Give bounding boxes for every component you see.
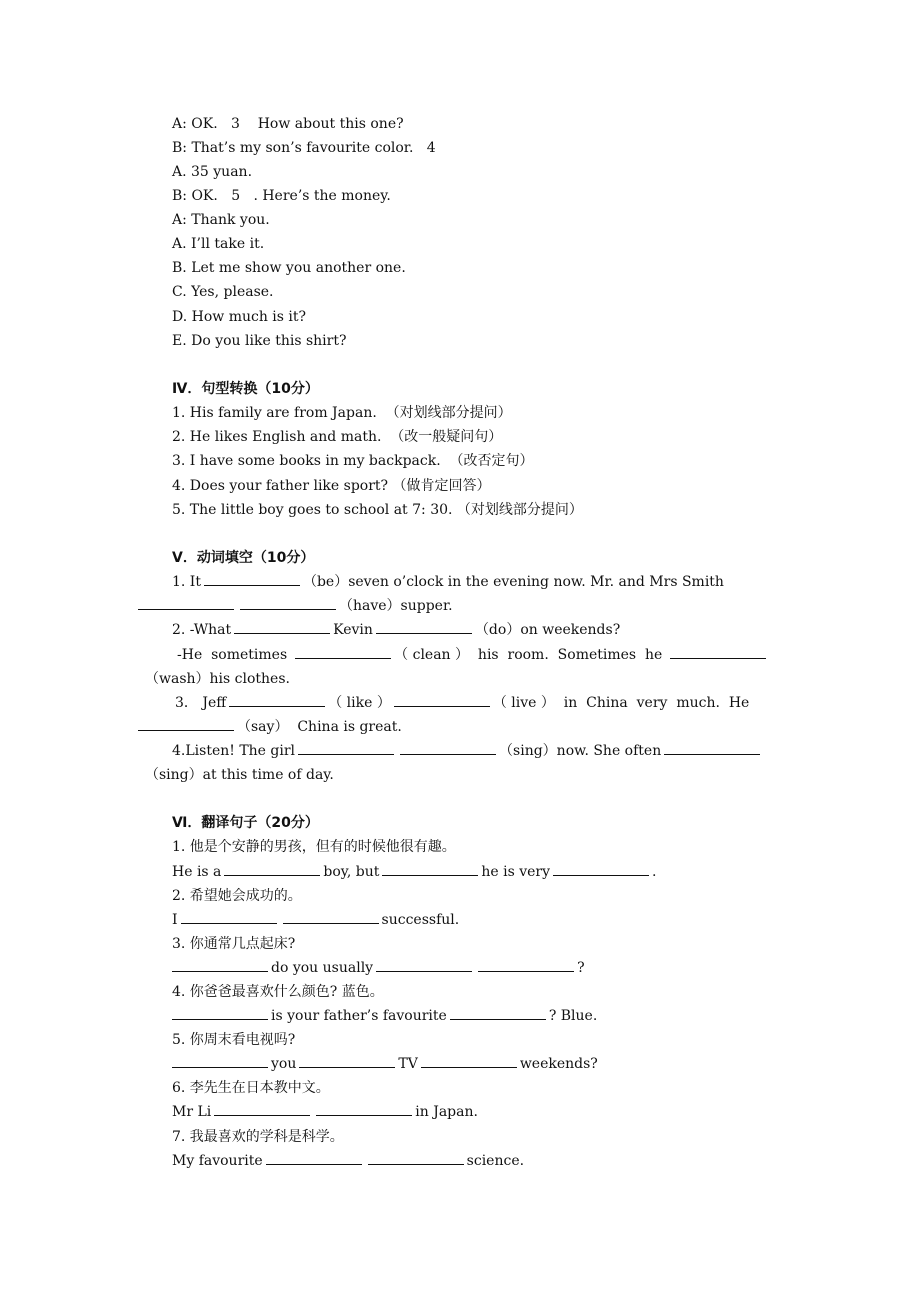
s6-q4-text-b: ? Blue. <box>548 1008 598 1024</box>
answer-blank[interactable] <box>224 861 320 876</box>
s5-q1-text-b: （be）seven o’clock in the evening now. Mr. and Mrs Smith <box>302 574 724 590</box>
s5-q4-line2: （sing）at this time of day. <box>145 767 334 783</box>
s6-q6-chinese: 6. 李先生在日本教中文。 <box>172 1080 330 1096</box>
s5-q3-line1 <box>175 691 749 715</box>
s5-q3-text-d: （say） China is great. <box>237 719 402 735</box>
s6-q5-answer <box>172 1052 598 1076</box>
s4-item-4: 4. Does your father like sport? （做肯定回答） <box>172 478 491 494</box>
option-b: B. Let me show you another one. <box>172 260 406 276</box>
s4-item-2: 2. He likes English and math. （改一般疑问句） <box>172 429 503 445</box>
answer-blank[interactable] <box>382 861 478 876</box>
s5-q3-line2 <box>138 715 402 739</box>
s5-q2-line2 <box>177 643 769 667</box>
s6-q3-chinese: 3. 你通常几点起床? <box>172 936 296 952</box>
answer-blank[interactable] <box>478 957 574 972</box>
answer-blank[interactable] <box>138 595 234 610</box>
dialogue-line-3: A. 35 yuan. <box>172 164 253 180</box>
s6-q2-chinese: 2. 希望她会成功的。 <box>172 888 302 904</box>
s6-q1-text-c: he is very <box>481 864 551 880</box>
option-a: A. I’ll take it. <box>172 236 265 252</box>
s5-q2-text-d: -He sometimes <box>177 647 288 663</box>
answer-blank[interactable] <box>181 909 277 924</box>
answer-blank[interactable] <box>376 619 472 634</box>
s6-q7-chinese: 7. 我最喜欢的学科是科学。 <box>172 1129 344 1145</box>
s6-q4-answer <box>172 1004 597 1028</box>
answer-blank[interactable] <box>394 692 490 707</box>
s6-q4-text-a: is your father’s favourite <box>271 1008 447 1024</box>
answer-blank[interactable] <box>316 1101 412 1116</box>
s5-q2-line3: （wash）his clothes. <box>145 671 290 687</box>
answer-blank[interactable] <box>298 740 394 755</box>
s6-q1-text-a: He is a <box>172 864 222 880</box>
s6-q2-text-b: successful. <box>381 912 460 928</box>
s4-item-3: 3. I have some books in my backpack. （改否定句） <box>172 453 534 469</box>
dialogue-line-5: A: Thank you. <box>172 212 270 228</box>
option-c: C. Yes, please. <box>172 284 274 300</box>
s6-q5-chinese: 5. 你周末看电视吗? <box>172 1032 296 1048</box>
s5-q1-text-c: （have）supper. <box>339 598 453 614</box>
answer-blank[interactable] <box>204 571 300 586</box>
answer-blank[interactable] <box>670 644 766 659</box>
s5-q2-text-e: （ clean ） his room. Sometimes he <box>394 647 663 663</box>
answer-blank[interactable] <box>266 1150 362 1165</box>
s6-q2-answer <box>172 908 459 932</box>
s6-q6-text-a: Mr Li <box>172 1104 212 1120</box>
s6-q5-text-a: you <box>271 1056 297 1072</box>
answer-blank[interactable] <box>664 740 760 755</box>
s5-q2-text-b: Kevin <box>333 622 373 638</box>
section-4-title: Ⅳ．句型转换（10分） <box>172 381 319 397</box>
answer-blank[interactable] <box>450 1005 546 1020</box>
s5-q1-text-a: 1. It <box>172 574 201 590</box>
s6-q1-text-d: . <box>652 864 657 880</box>
s6-q6-text-b: in Japan. <box>415 1104 478 1120</box>
answer-blank[interactable] <box>234 619 330 634</box>
answer-blank[interactable] <box>138 716 234 731</box>
s5-q2-text-c: （do）on weekends? <box>474 622 621 638</box>
answer-blank[interactable] <box>295 644 391 659</box>
answer-blank[interactable] <box>368 1150 464 1165</box>
s5-q4-text-a: 4.Listen! The girl <box>172 743 296 759</box>
s5-q2-line1 <box>172 618 620 642</box>
s5-q1-line1 <box>172 570 724 594</box>
s6-q4-chinese: 4. 你爸爸最喜欢什么颜色? 蓝色。 <box>172 984 384 1000</box>
s5-q3-text-b: （ like ） <box>328 695 391 711</box>
s6-q3-answer <box>172 956 585 980</box>
s5-q3-text-c: （ live ） in China very much. He <box>492 695 750 711</box>
answer-blank[interactable] <box>376 957 472 972</box>
answer-blank[interactable] <box>400 740 496 755</box>
s6-q1-answer <box>172 860 656 884</box>
answer-blank[interactable] <box>229 692 325 707</box>
section-6-title: Ⅵ．翻译句子（20分） <box>172 815 319 831</box>
dialogue-line-2: B: That’s my son’s favourite color. 4 <box>172 140 436 156</box>
answer-blank[interactable] <box>214 1101 310 1116</box>
s5-q4-text-b: （sing）now. She often <box>499 743 662 759</box>
s6-q7-text-a: My favourite <box>172 1153 263 1169</box>
answer-blank[interactable] <box>283 909 379 924</box>
s6-q2-text-a: I <box>172 912 178 928</box>
s6-q1-text-b: boy, but <box>323 864 380 880</box>
s4-item-1: 1. His family are from Japan. （对划线部分提问） <box>172 405 512 421</box>
s6-q5-text-c: weekends? <box>519 1056 598 1072</box>
s6-q5-text-b: TV <box>398 1056 418 1072</box>
answer-blank[interactable] <box>172 957 268 972</box>
s6-q3-text-a: do you usually <box>271 960 374 976</box>
s6-q7-text-b: science. <box>466 1153 525 1169</box>
answer-blank[interactable] <box>240 595 336 610</box>
answer-blank[interactable] <box>553 861 649 876</box>
s5-q4-line1 <box>172 739 763 763</box>
dialogue-line-1: A: OK. 3 How about this one? <box>172 116 404 132</box>
s6-q7-answer <box>172 1149 524 1173</box>
option-d: D. How much is it? <box>172 309 307 325</box>
answer-blank[interactable] <box>172 1053 268 1068</box>
answer-blank[interactable] <box>421 1053 517 1068</box>
s5-q2-text-a: 2. -What <box>172 622 232 638</box>
s5-q3-text-a: 3． Jeff <box>175 695 227 711</box>
s6-q6-answer <box>172 1100 478 1124</box>
answer-blank[interactable] <box>299 1053 395 1068</box>
s6-q1-chinese: 1. 他是个安静的男孩，但有的时候他很有趣。 <box>172 839 456 855</box>
answer-blank[interactable] <box>172 1005 268 1020</box>
s6-q3-text-b: ? <box>577 960 585 976</box>
s4-item-5: 5. The little boy goes to school at 7: 30. （对划线部分提问） <box>172 502 583 518</box>
dialogue-line-4: B: OK. 5 . Here’s the money. <box>172 188 391 204</box>
s5-q1-line2 <box>138 594 453 618</box>
section-5-title: Ⅴ．动词填空（10分） <box>172 550 315 566</box>
option-e: E. Do you like this shirt? <box>172 333 347 349</box>
